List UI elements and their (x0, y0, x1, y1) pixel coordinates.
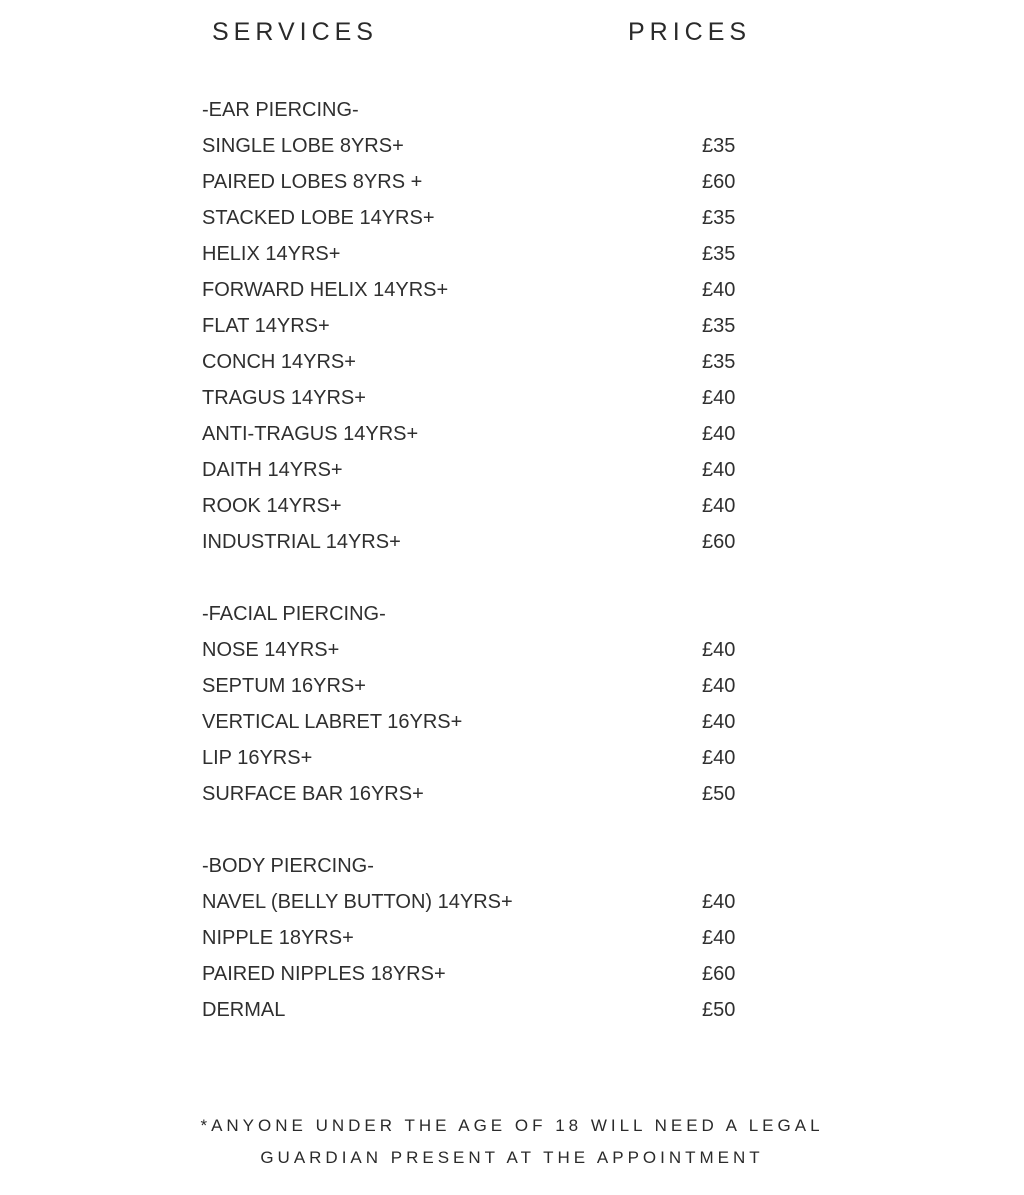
section-title: -BODY PIERCING- (202, 855, 374, 877)
service-row (202, 920, 762, 956)
service-price: £50 (702, 783, 736, 805)
service-row (202, 416, 762, 452)
service-name: DERMAL (202, 999, 286, 1021)
service-price: £40 (702, 495, 736, 517)
service-price: £50 (702, 999, 736, 1021)
service-name: NAVEL (BELLY BUTTON) 14YRS+ (202, 891, 513, 913)
section (202, 92, 762, 560)
service-row (202, 164, 762, 200)
service-price: £35 (702, 207, 736, 229)
service-row (202, 524, 762, 560)
services-header: SERVICES (212, 18, 378, 46)
service-price: £40 (702, 423, 736, 445)
service-name: HELIX 14YRS+ (202, 243, 341, 265)
service-price: £40 (702, 387, 736, 409)
service-name: LIP 16YRS+ (202, 747, 313, 769)
service-price: £60 (702, 531, 736, 553)
service-row (202, 200, 762, 236)
service-name: INDUSTRIAL 14YRS+ (202, 531, 401, 553)
service-name: ROOK 14YRS+ (202, 495, 342, 517)
section (202, 596, 762, 812)
footnote-line-2: GUARDIAN PRESENT AT THE APPOINTMENT (260, 1148, 764, 1167)
service-price: £40 (702, 639, 736, 661)
service-sections (202, 92, 762, 1064)
service-price: £40 (702, 711, 736, 733)
service-row (202, 704, 762, 740)
service-price: £40 (702, 279, 736, 301)
service-row (202, 740, 762, 776)
footnote (0, 1110, 1024, 1174)
service-price: £40 (702, 459, 736, 481)
service-row (202, 128, 762, 164)
service-row (202, 668, 762, 704)
service-name: VERTICAL LABRET 16YRS+ (202, 711, 463, 733)
service-row (202, 488, 762, 524)
service-name: PAIRED LOBES 8YRS + (202, 171, 423, 193)
service-row (202, 380, 762, 416)
service-name: SURFACE BAR 16YRS+ (202, 783, 424, 805)
service-row (202, 776, 762, 812)
service-price: £40 (702, 891, 736, 913)
service-name: STACKED LOBE 14YRS+ (202, 207, 435, 229)
service-row (202, 236, 762, 272)
service-name: PAIRED NIPPLES 18YRS+ (202, 963, 446, 985)
service-row (202, 272, 762, 308)
service-row (202, 308, 762, 344)
section-title: -EAR PIERCING- (202, 99, 359, 121)
service-price: £35 (702, 315, 736, 337)
service-price: £60 (702, 171, 736, 193)
section (202, 848, 762, 1028)
service-price: £35 (702, 135, 736, 157)
service-name: ANTI-TRAGUS 14YRS+ (202, 423, 419, 445)
service-row (202, 956, 762, 992)
service-name: SINGLE LOBE 8YRS+ (202, 135, 404, 157)
prices-header: PRICES (628, 18, 752, 46)
service-row (202, 632, 762, 668)
service-price: £40 (702, 927, 736, 949)
service-price: £40 (702, 675, 736, 697)
service-price: £35 (702, 351, 736, 373)
service-name: SEPTUM 16YRS+ (202, 675, 366, 697)
service-name: FORWARD HELIX 14YRS+ (202, 279, 449, 301)
service-price: £40 (702, 747, 736, 769)
service-name: NOSE 14YRS+ (202, 639, 340, 661)
service-name: DAITH 14YRS+ (202, 459, 343, 481)
service-row (202, 992, 762, 1028)
service-row (202, 344, 762, 380)
service-name: FLAT 14YRS+ (202, 315, 330, 337)
service-price: £60 (702, 963, 736, 985)
service-name: TRAGUS 14YRS+ (202, 387, 366, 409)
service-row (202, 452, 762, 488)
service-price: £35 (702, 243, 736, 265)
section-title: -FACIAL PIERCING- (202, 603, 386, 625)
service-name: NIPPLE 18YRS+ (202, 927, 354, 949)
footnote-line-1: *ANYONE UNDER THE AGE OF 18 WILL NEED A LEGAL (200, 1116, 824, 1135)
service-row (202, 884, 762, 920)
service-name: CONCH 14YRS+ (202, 351, 356, 373)
